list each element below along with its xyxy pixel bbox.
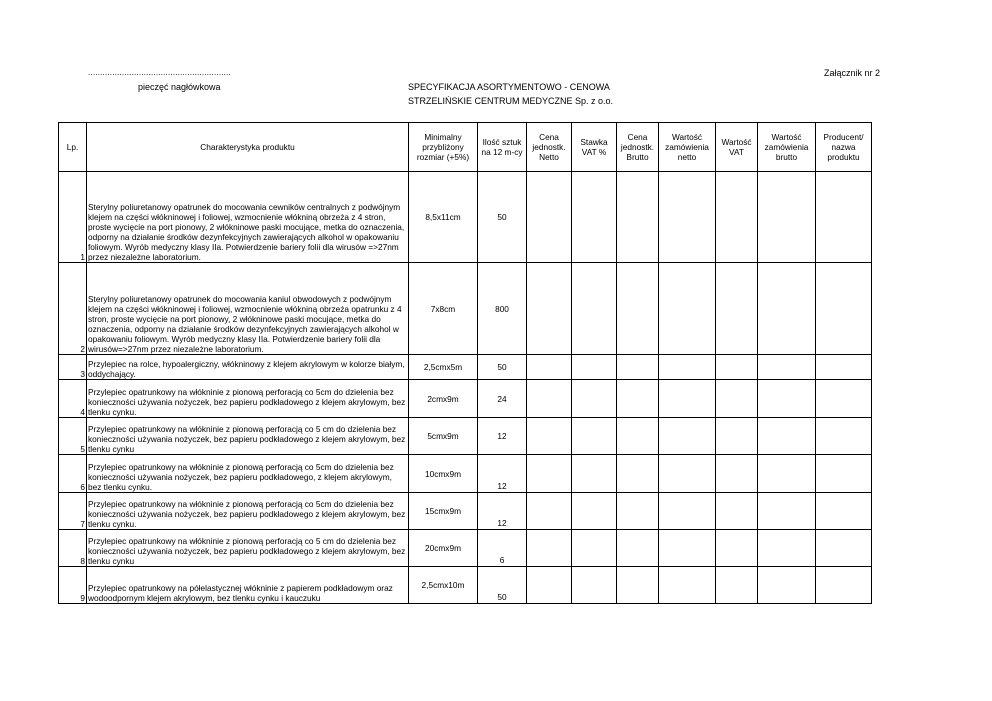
cell-producer[interactable] [816,172,872,263]
cell-producer[interactable] [816,567,872,604]
table-row [59,418,872,455]
cell-unit-gross-price[interactable] [617,455,659,493]
cell-unit-net-price[interactable] [527,530,572,567]
cell-order-gross-value[interactable] [758,172,816,263]
row-size: 2cmx9m [409,380,478,418]
document-title: SPECYFIKACJA ASORTYMENTOWO - CENOWA [408,82,610,92]
cell-vat-value[interactable] [716,455,758,493]
cell-vat-value[interactable] [716,418,758,455]
cell-order-gross-value[interactable] [758,355,816,380]
table-row [59,530,872,567]
row-description: Przylepiec na rolce, hypoalergiczny, włókninowy z klejem akrylowym w kolorze białym, oddychający. [87,355,409,380]
table-row [59,263,872,355]
row-size: 7x8cm [409,263,478,355]
row-lp: 8 [59,530,87,567]
row-lp: 5 [59,418,87,455]
cell-unit-net-price[interactable] [527,455,572,493]
cell-unit-gross-price[interactable] [617,567,659,604]
row-quantity: 24 [478,380,527,418]
row-quantity: 6 [478,530,527,567]
cell-vat-rate[interactable] [572,263,617,355]
row-size: 5cmx9m [409,418,478,455]
row-quantity: 12 [478,455,527,493]
cell-unit-gross-price[interactable] [617,380,659,418]
cell-order-gross-value[interactable] [758,493,816,530]
row-size: 10cmx9m [409,455,478,493]
cell-unit-net-price[interactable] [527,567,572,604]
cell-producer[interactable] [816,380,872,418]
cell-vat-value[interactable] [716,530,758,567]
row-size: 8,5x11cm [409,172,478,263]
cell-order-net-value[interactable] [659,530,716,567]
cell-unit-gross-price[interactable] [617,418,659,455]
row-description: Przylepiec opatrunkowy na włókninie z pionową perforacją co 5 cm do dzielenia bez konieczności używania nożyczek, bez papieru podkładowego z klejem akrylowym, bez tlenku cynku [87,530,409,567]
cell-producer[interactable] [816,355,872,380]
cell-order-net-value[interactable] [659,567,716,604]
row-quantity: 50 [478,567,527,604]
cell-unit-gross-price[interactable] [617,355,659,380]
cell-unit-net-price[interactable] [527,263,572,355]
cell-vat-value[interactable] [716,380,758,418]
cell-producer[interactable] [816,455,872,493]
cell-producer[interactable] [816,263,872,355]
cell-vat-value[interactable] [716,355,758,380]
col-header-unit-net-price: Cena jednostk. Netto [527,123,572,172]
cell-unit-gross-price[interactable] [617,263,659,355]
row-lp: 2 [59,263,87,355]
cell-unit-gross-price[interactable] [617,493,659,530]
cell-unit-net-price[interactable] [527,355,572,380]
cell-order-net-value[interactable] [659,493,716,530]
cell-order-net-value[interactable] [659,355,716,380]
row-lp: 7 [59,493,87,530]
col-header-quantity: Ilość sztuk na 12 m-cy [478,123,527,172]
organization-name: STRZELIŃSKIE CENTRUM MEDYCZNE Sp. z o.o. [408,96,614,106]
cell-producer[interactable] [816,530,872,567]
cell-unit-net-price[interactable] [527,380,572,418]
cell-order-gross-value[interactable] [758,530,816,567]
row-quantity: 12 [478,418,527,455]
row-lp: 1 [59,172,87,263]
row-size: 20cmx9m [409,530,478,567]
row-size: 2,5cmx5m [409,355,478,380]
cell-order-gross-value[interactable] [758,455,816,493]
signature-dots: ........................................................... [88,68,231,77]
cell-producer[interactable] [816,493,872,530]
cell-order-net-value[interactable] [659,455,716,493]
row-lp: 6 [59,455,87,493]
col-header-lp: Lp. [59,123,87,172]
cell-order-net-value[interactable] [659,418,716,455]
col-header-vat-rate: Stawka VAT % [572,123,617,172]
row-size: 2,5cmx10m [409,567,478,604]
cell-vat-rate[interactable] [572,493,617,530]
cell-order-gross-value[interactable] [758,380,816,418]
row-description: Sterylny poliuretanowy opatrunek do mocowania cewników centralnych z podwójnym klejem na części włókninowej i foliowej, wzmocnienie włókniną obrzeża z 4 stron, proste wycięcie na port pionowy, 2 włókninowe paski mocujące, metka do oznaczenia, odporny na działanie środków dezynfekcyjnych zawierających alkohol w opakowaniu foliowym. Wyrób medyczny klasy IIa. Potwierdzenie bariery folii dla wirusów =>27nm przez niezależne laboratorium. [87,172,409,263]
row-description: Przylepiec opatrunkowy na włókninie z pionową perforacją co 5cm do dzielenia bez konieczności używania nożyczek, bez papieru podkładowego z klejem akrylowym, bez tlenku cynku. [87,380,409,418]
row-lp: 4 [59,380,87,418]
col-header-order-gross-value: Wartość zamówienia brutto [758,123,816,172]
table-row [59,455,872,493]
row-quantity: 50 [478,355,527,380]
cell-vat-rate[interactable] [572,418,617,455]
cell-vat-value[interactable] [716,567,758,604]
cell-vat-value[interactable] [716,493,758,530]
table-row [59,567,872,604]
cell-unit-net-price[interactable] [527,493,572,530]
col-header-producer: Producent/ nazwa produktu [816,123,872,172]
col-header-vat-value: Wartość VAT [716,123,758,172]
cell-order-gross-value[interactable] [758,567,816,604]
cell-vat-rate[interactable] [572,355,617,380]
cell-vat-rate[interactable] [572,530,617,567]
cell-unit-net-price[interactable] [527,172,572,263]
row-description: Przylepiec opatrunkowy na włókninie z pionową perforacją co 5cm do dzielenia bez konieczności używania nożyczek, bez papieru podkładowego z klejem akrylowym, bez tlenku cynku. [87,493,409,530]
cell-order-net-value[interactable] [659,172,716,263]
table-header-row [59,123,872,172]
row-lp: 9 [59,567,87,604]
row-lp: 3 [59,355,87,380]
table-row [59,380,872,418]
row-quantity: 800 [478,263,527,355]
cell-unit-net-price[interactable] [527,418,572,455]
cell-order-gross-value[interactable] [758,263,816,355]
col-header-unit-gross-price: Cena jednostk. Brutto [617,123,659,172]
table-row [59,172,872,263]
row-quantity: 50 [478,172,527,263]
cell-order-net-value[interactable] [659,380,716,418]
table-row [59,355,872,380]
row-description: Przylepiec opatrunkowy na półelastycznej włókninie z papierem podkładowym oraz wodoodpornym klejem akrylowym, bez tlenku cynku i kauczuku [87,567,409,604]
cell-vat-value[interactable] [716,263,758,355]
cell-order-net-value[interactable] [659,263,716,355]
cell-vat-value[interactable] [716,172,758,263]
row-description: Przylepiec opatrunkowy na włókninie z pionową perforacją co 5cm do dzielenia bez konieczności używania nożyczek, bez papieru podkładowego, z klejem akrylowym, bez tlenku cynku. [87,455,409,493]
annex-label: Załącznik nr 2 [824,68,881,78]
row-size: 15cmx9m [409,493,478,530]
cell-vat-rate[interactable] [572,380,617,418]
col-header-order-net-value: Wartość zamówienia netto [659,123,716,172]
cell-producer[interactable] [816,418,872,455]
cell-unit-gross-price[interactable] [617,172,659,263]
col-header-characteristics: Charakterystyka produktu [87,123,409,172]
specification-table [58,122,872,604]
cell-unit-gross-price[interactable] [617,530,659,567]
cell-vat-rate[interactable] [572,172,617,263]
row-quantity: 12 [478,493,527,530]
cell-order-gross-value[interactable] [758,418,816,455]
cell-vat-rate[interactable] [572,567,617,604]
cell-vat-rate[interactable] [572,455,617,493]
row-description: Sterylny poliuretanowy opatrunek do mocowania kaniul obwodowych z podwójnym klejem na części włókninowej i foliowej, wzmocnienie włókniną obrzeża opatrunku z 4 stron, proste wycięcie na port pionowy, 2 włókninowe paski mocujące, metka do oznaczenia, odporny na działanie środków dezynfekcyjnych zawierających alkohol w opakowaniu foliowym. Wyrób medyczny klasy IIa. Potwierdzenie bariery folii dla wirusów=>27nm przez niezależne laboratorium. [87,263,409,355]
table-row [59,493,872,530]
row-description: Przylepiec opatrunkowy na włókninie z pionową perforacją co 5 cm do dzielenia bez konieczności używania nożyczek, bez papieru podkładowego z klejem akrylowym, bez tlenku cynku [87,418,409,455]
col-header-size: Minimalny przybliżony rozmiar (+5%) [409,123,478,172]
stamp-label: pieczęć nagłówkowa [138,82,221,92]
